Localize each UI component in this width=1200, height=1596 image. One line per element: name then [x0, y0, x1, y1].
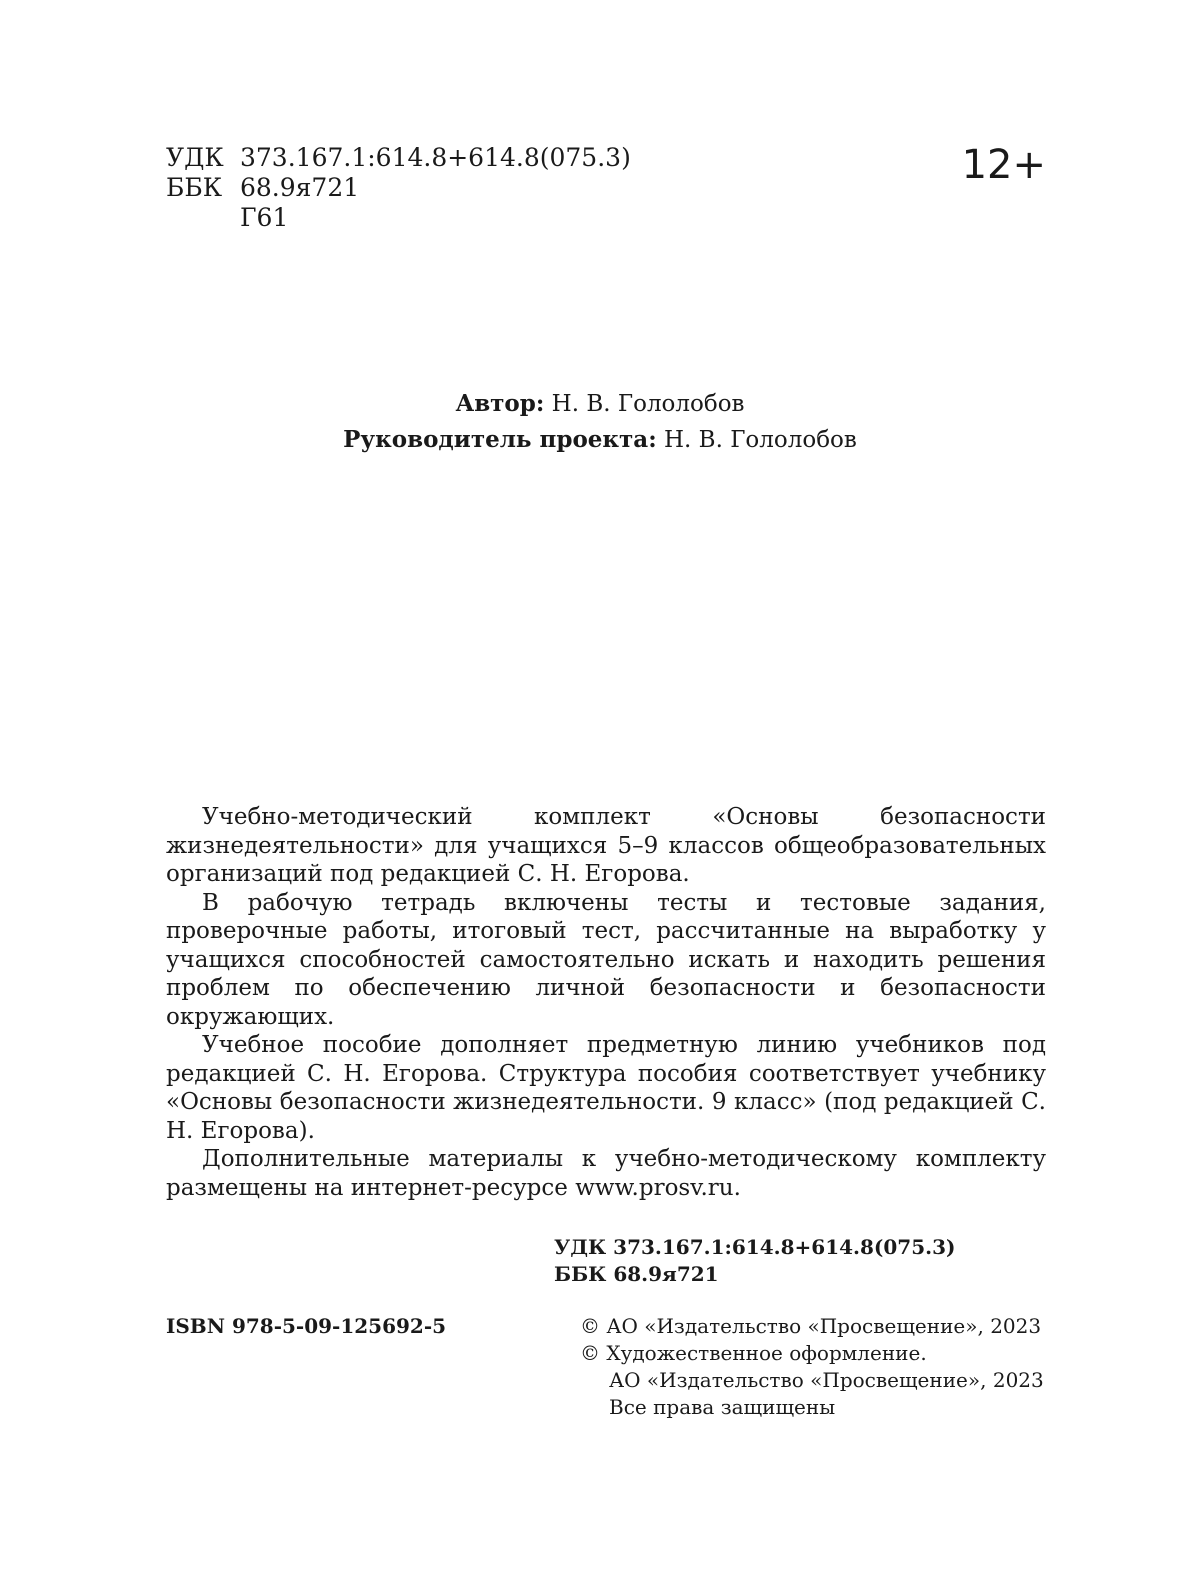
udk-label: УДК — [166, 143, 224, 172]
bbk-value: 68.9я721 — [240, 173, 360, 202]
author-sign: Г61 — [240, 203, 289, 232]
bib-udk: УДК 373.167.1:614.8+614.8(075.3) — [554, 1235, 956, 1259]
udk-value: 373.167.1:614.8+614.8(075.3) — [240, 143, 631, 172]
bbk-row — [166, 173, 631, 203]
annotation-paragraph: Учебно-методический комплект «Основы безопасности жизнедеятельности» для учащихся 5–9 классов общеобразовательных организаций под редакцией С. Н. Егорова. — [166, 804, 1046, 887]
classification-codes — [166, 143, 631, 233]
bbk-label: ББК — [166, 173, 223, 202]
udk-row — [166, 143, 631, 173]
copyright-block — [580, 1313, 1044, 1421]
copyright-publisher: © АО «Издательство «Просвещение», 2023 — [580, 1314, 1042, 1338]
author-name: Н. В. Гололобов — [551, 391, 745, 417]
rights-reserved: Все права защищены — [609, 1395, 836, 1419]
bibliographic-codes — [554, 1234, 955, 1288]
bib-bbk: ББК 68.9я721 — [554, 1262, 719, 1286]
annotation-paragraph: Учебное пособие дополняет предметную линию учебников под редакцией С. Н. Егорова. Структура пособия соответствует учебнику «Основы безопасности жизнедеятельности. 9 класс» (под редакцией С. Н. Егорова). — [166, 1032, 1046, 1144]
annotation — [166, 803, 1046, 1202]
project-manager-name: Н. В. Гололобов — [664, 427, 857, 453]
project-manager-label: Руководитель проекта: — [343, 426, 657, 453]
copyright-design-holder: АО «Издательство «Просвещение», 2023 — [609, 1368, 1044, 1392]
author-label: Автор: — [455, 390, 545, 417]
annotation-paragraph: В рабочую тетрадь включены тесты и тестовые задания, проверочные работы, итоговый тест, рассчитанные на выработку у учащихся способностей самостоятельно искать и находить решения проблем по обеспечению личной безопасности и безопасности окружающих. — [166, 889, 1046, 1030]
author-line — [0, 386, 1200, 422]
author-sign-row — [166, 203, 631, 233]
annotation-paragraph: Дополнительные материалы к учебно-методическому комплекту размещены на интернет-ресурсе www.prosv.ru. — [166, 1146, 1046, 1201]
copyright-design: © Художественное оформление. — [580, 1341, 927, 1365]
age-rating: 12+ — [961, 142, 1046, 188]
isbn: ISBN 978-5-09-125692-5 — [166, 1314, 447, 1338]
credits — [0, 386, 1200, 458]
project-manager-line — [0, 422, 1200, 458]
